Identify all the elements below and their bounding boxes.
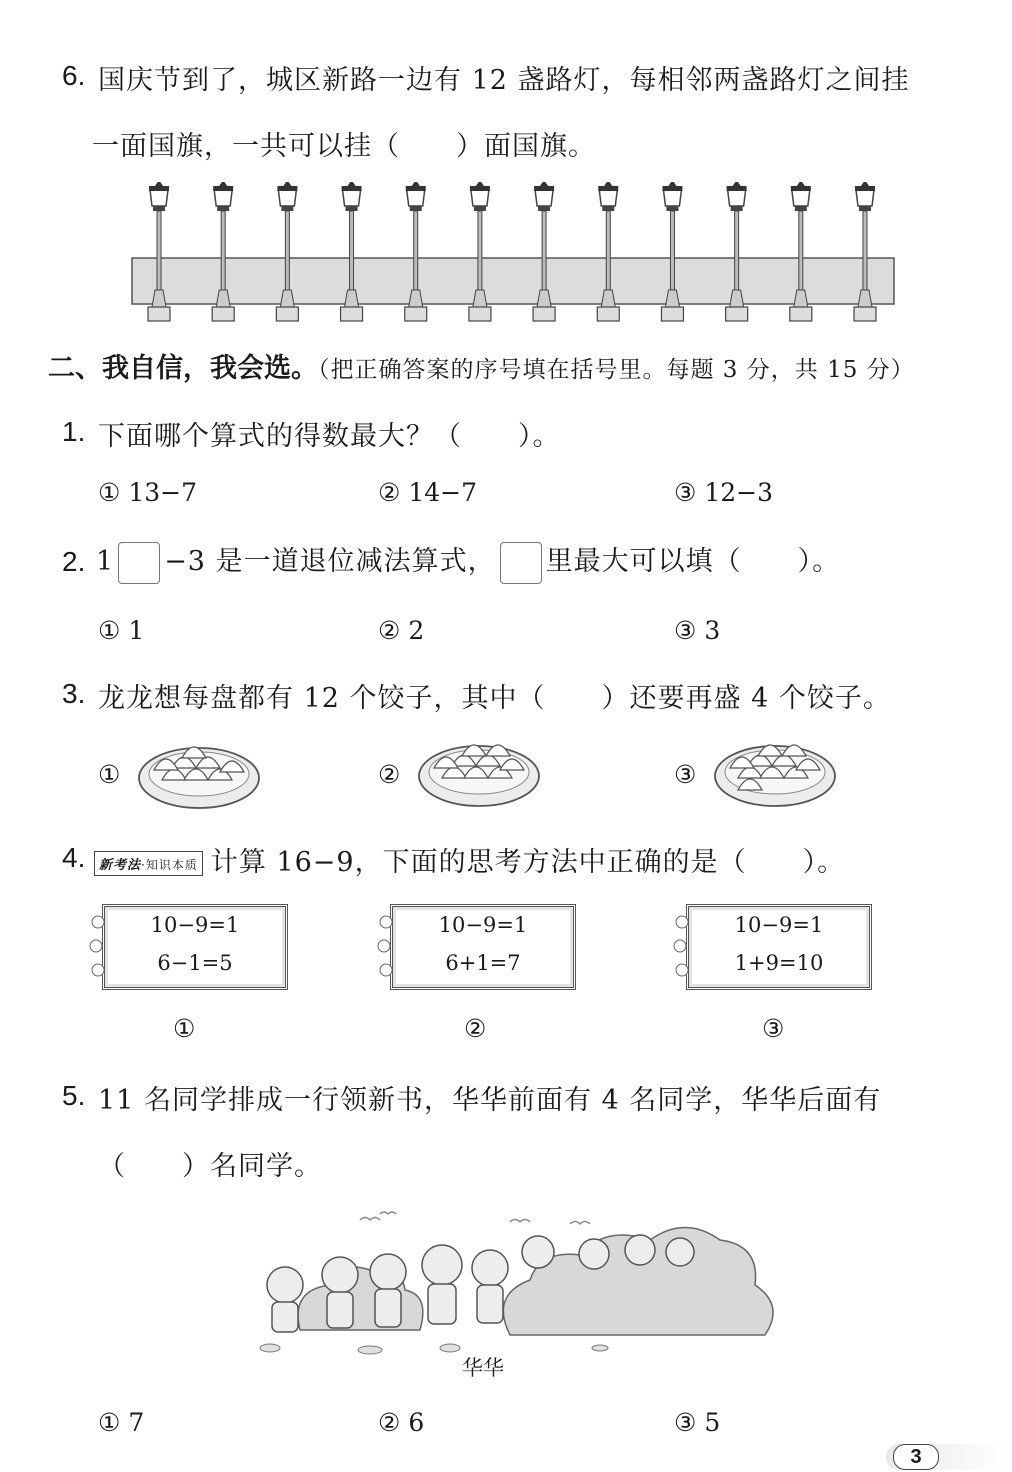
badge-rest: ·知识本质 bbox=[141, 858, 198, 872]
q4-card-1 bbox=[102, 904, 288, 990]
street-lamps-illustration bbox=[128, 182, 898, 328]
card3-line2: 1+9=10 bbox=[734, 951, 824, 975]
q3-option-3: ③ bbox=[674, 760, 697, 789]
q1-option-3: ③ 12−3 bbox=[674, 478, 774, 507]
q4-text: 计算 16−9，下面的思考方法中正确的是（ ）。 bbox=[210, 847, 846, 878]
q2-blank-box-1 bbox=[118, 542, 160, 584]
section2-title: 二、我自信，我会选。 bbox=[48, 353, 318, 384]
q5-option-2: ② 6 bbox=[378, 1408, 425, 1437]
q4-number: 4. bbox=[62, 842, 86, 873]
card1-line1: 10−9=1 bbox=[150, 913, 240, 937]
new-exam-badge bbox=[94, 851, 203, 876]
card3-line1: 10−9=1 bbox=[734, 913, 824, 937]
dumpling-plate-1 bbox=[134, 728, 264, 812]
q2-option-1: ① 1 bbox=[98, 616, 145, 645]
binder-rings-2 bbox=[376, 912, 396, 982]
huahua-label: 华华 bbox=[462, 1356, 504, 1380]
q5-option-3: ③ 5 bbox=[674, 1408, 721, 1437]
q2-number: 2. bbox=[62, 546, 86, 577]
q3-number: 3. bbox=[62, 678, 86, 709]
q4-card-2 bbox=[390, 904, 576, 990]
card2-line1: 10−9=1 bbox=[438, 913, 528, 937]
q5-line2: （ ）名同学。 bbox=[98, 1151, 322, 1182]
q5-line1: 11 名同学排成一行领新书，华华前面有 4 名同学，华华后面有 bbox=[98, 1085, 882, 1116]
q3-text: 龙龙想每盘都有 12 个饺子，其中（ ）还要再盛 4 个饺子。 bbox=[98, 683, 891, 714]
q4-label-2: ② bbox=[464, 1014, 487, 1043]
section2-heading bbox=[48, 346, 915, 385]
q4-card-3 bbox=[686, 904, 872, 990]
q3-option-1: ① bbox=[98, 760, 121, 789]
page-number: 3 bbox=[893, 1444, 939, 1470]
q2-text-c: 里最大可以填（ ）。 bbox=[545, 546, 841, 577]
dumpling-plate-3 bbox=[710, 726, 840, 812]
q6-line1: 国庆节到了，城区新路一边有 12 盏路灯，每相邻两盏路灯之间挂 bbox=[98, 65, 910, 96]
q2-text-a: 1 bbox=[96, 546, 115, 577]
badge-bold: 新考法 bbox=[99, 858, 142, 873]
q5-number: 5. bbox=[62, 1080, 86, 1111]
q2-option-2: ② 2 bbox=[378, 616, 425, 645]
q6-number: 6. bbox=[62, 60, 86, 91]
road-strip bbox=[132, 258, 894, 304]
q1-option-1: ① 13−7 bbox=[98, 478, 198, 507]
q1-number: 1. bbox=[62, 416, 86, 447]
q3-option-2: ② bbox=[378, 760, 401, 789]
q1-option-2: ② 14−7 bbox=[378, 478, 478, 507]
q2-blank-box-2 bbox=[500, 542, 542, 584]
q2-option-3: ③ 3 bbox=[674, 616, 721, 645]
q5-option-1: ① 7 bbox=[98, 1408, 145, 1437]
q4-label-1: ① bbox=[173, 1014, 196, 1043]
card1-line2: 6−1=5 bbox=[157, 951, 233, 975]
binder-rings-1 bbox=[88, 912, 108, 982]
dumpling-plate-2 bbox=[414, 726, 544, 812]
card2-line2: 6+1=7 bbox=[445, 951, 521, 975]
q4-label-3: ③ bbox=[762, 1014, 785, 1043]
q6-line2: 一面国旗，一共可以挂（ ）面国旗。 bbox=[92, 131, 596, 162]
q2-text bbox=[96, 540, 840, 584]
q4-text-row bbox=[94, 840, 845, 879]
q1-text: 下面哪个算式的得数最大？（ ）。 bbox=[98, 421, 561, 452]
q2-text-b: −3 是一道退位减法算式， bbox=[164, 546, 496, 577]
section2-instruction: （把正确答案的序号填在括号里。每题 3 分，共 15 分） bbox=[318, 357, 915, 383]
children-queue-illustration bbox=[240, 1210, 780, 1360]
binder-rings-3 bbox=[672, 912, 692, 982]
